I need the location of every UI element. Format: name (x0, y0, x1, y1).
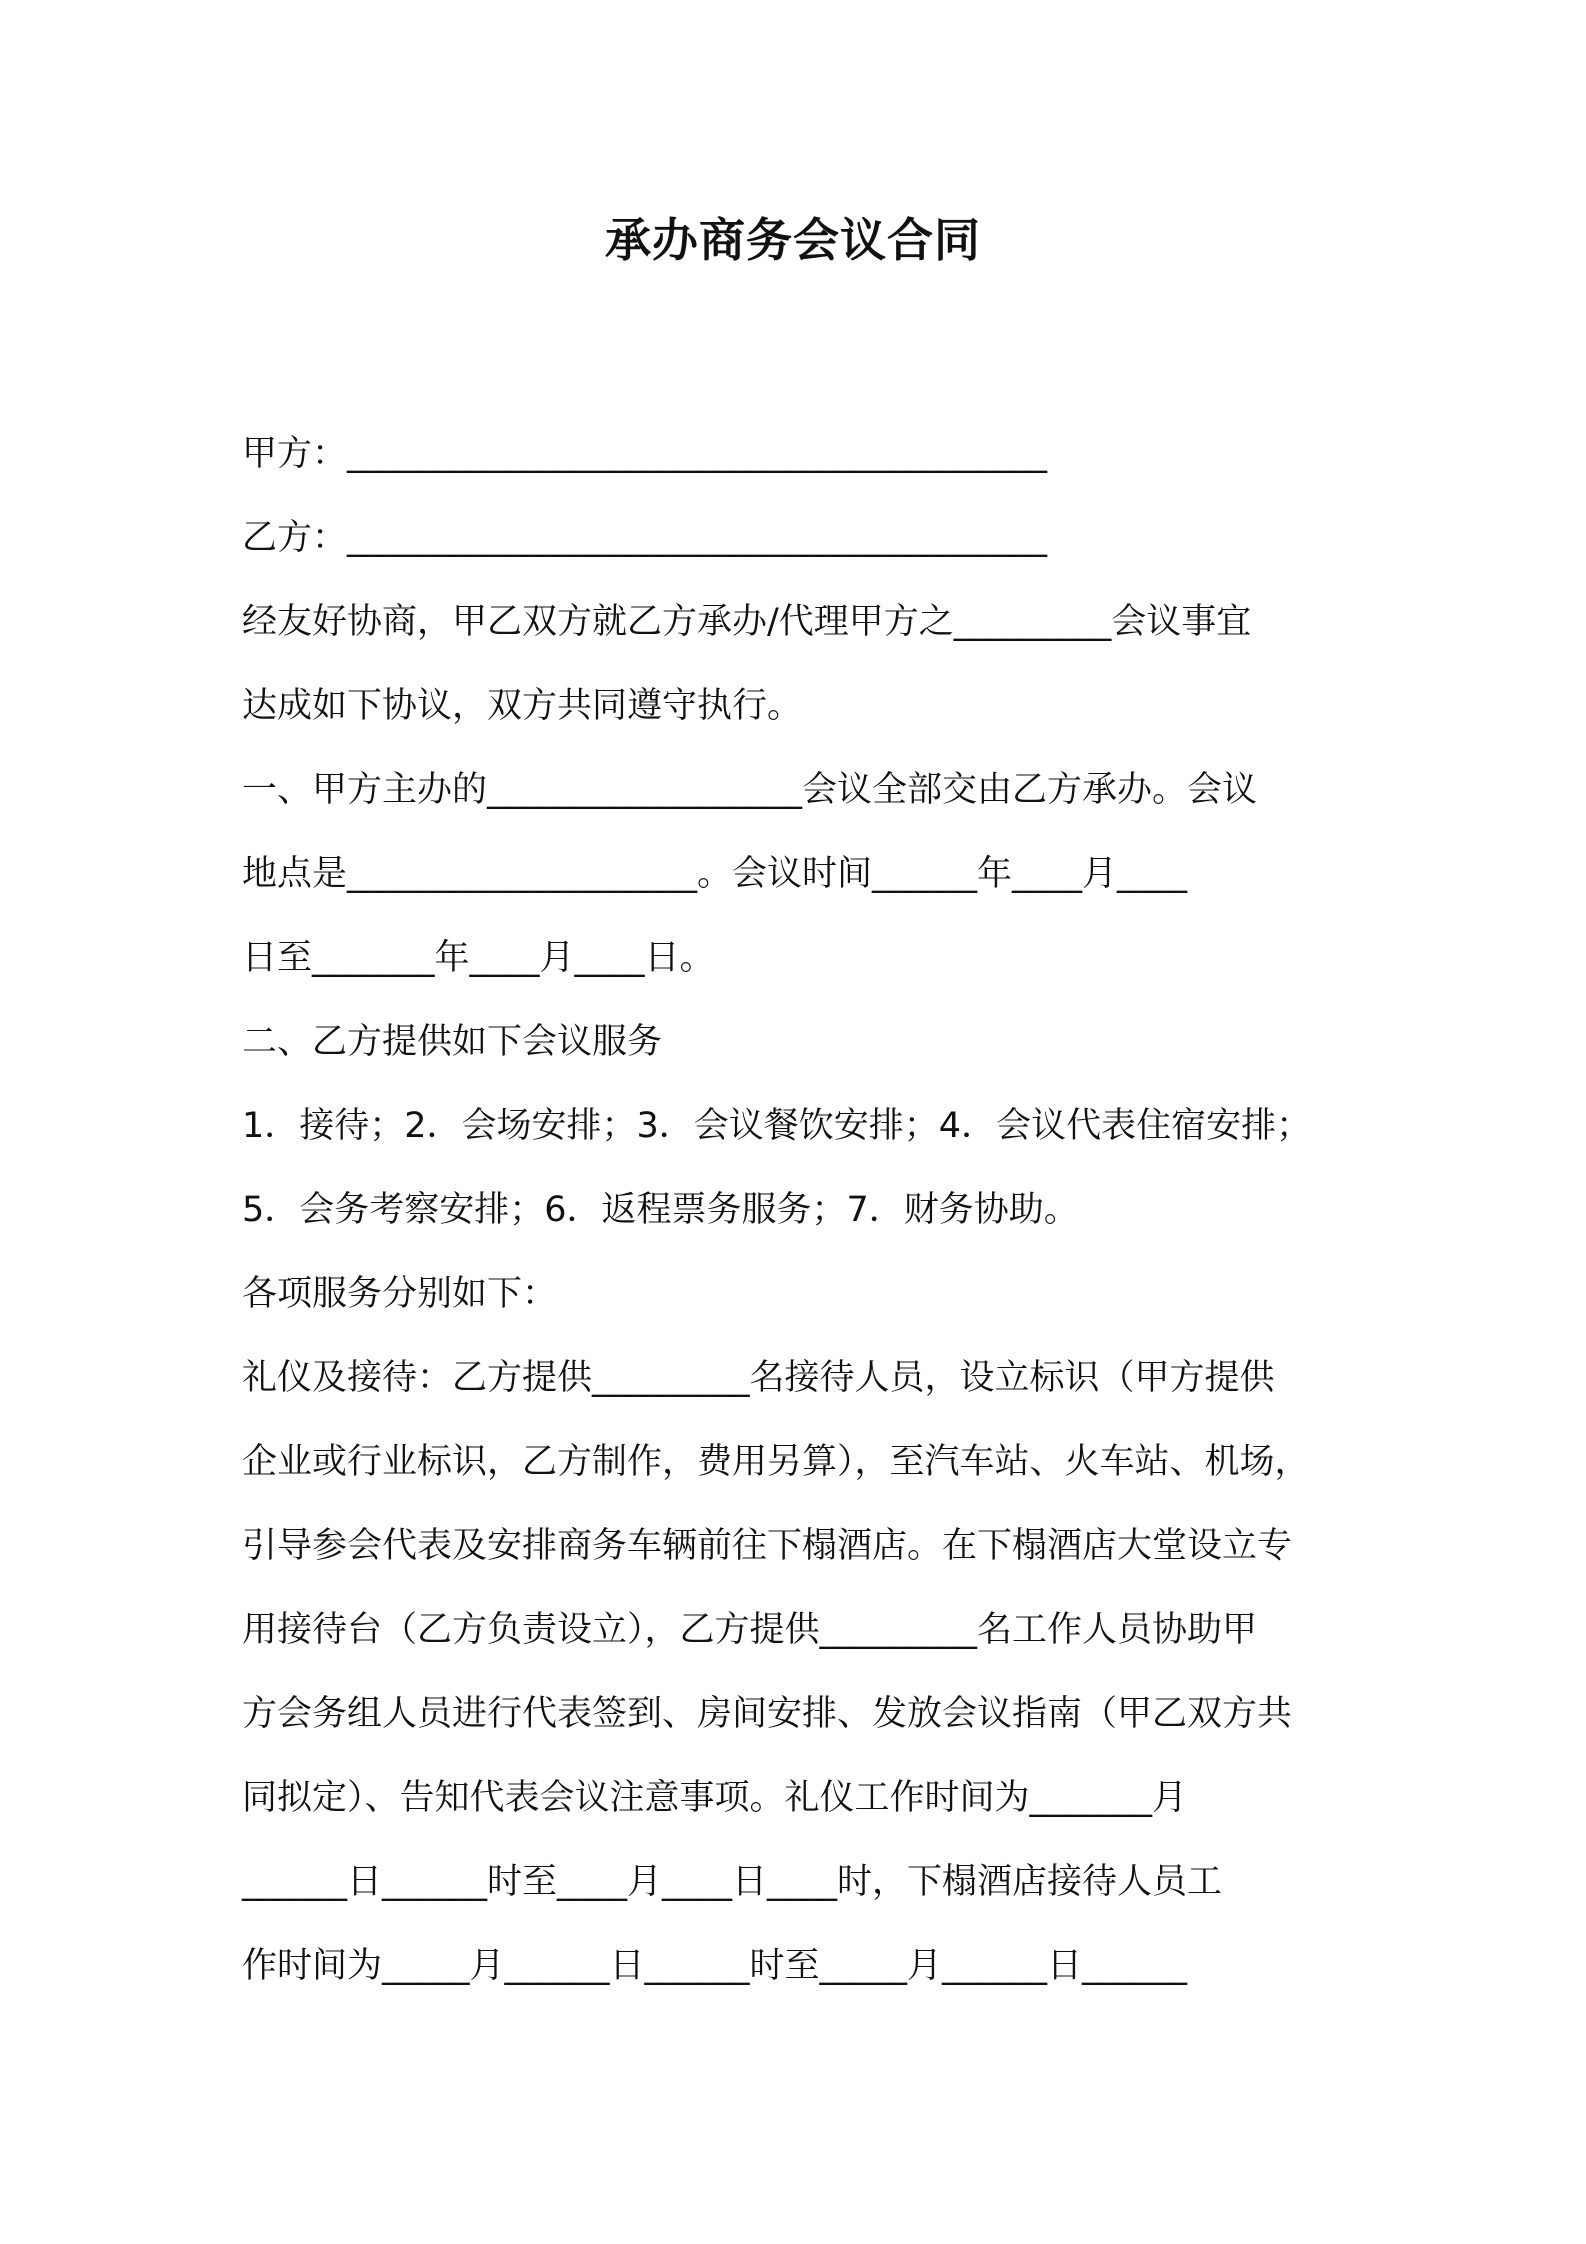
section-1-line-3: 日至_______年____月____日。 (242, 938, 715, 978)
intro-line-1: 经友好协商，甲乙双方就乙方承办/代理甲方之_________会议事宜 (242, 602, 1252, 642)
section-2-heading: 二、乙方提供如下会议服务 (242, 1022, 663, 1062)
services-list-line-2: 5．会务考察安排；6．返程票务服务；7．财务协助。 (242, 1190, 1079, 1230)
party-a-line: 甲方：________________________________________ (242, 434, 1048, 474)
reception-paragraph-line-4: 用接待台（乙方负责设立），乙方提供_________名工作人员协助甲 (242, 1610, 1258, 1650)
section-1-line-1: 一、甲方主办的__________________会议全部交由乙方承办。会议 (242, 770, 1258, 810)
document-title: 承办商务会议合同 (605, 213, 981, 267)
reception-paragraph-line-3: 引导参会代表及安排商务车辆前往下榻酒店。在下榻酒店大堂设立专 (242, 1526, 1293, 1566)
section-1-line-2: 地点是____________________。会议时间______年____月____ (242, 854, 1188, 894)
reception-paragraph-line-7: ______日______时至____月____日____时，下榻酒店接待人员工 (242, 1862, 1223, 1902)
reception-paragraph-line-8: 作时间为_____月______日______时至_____月______日______ (242, 1946, 1188, 1986)
reception-paragraph-line-6: 同拟定）、告知代表会议注意事项。礼仪工作时间为_______月 (242, 1778, 1188, 1818)
reception-paragraph-line-5: 方会务组人员进行代表签到、房间安排、发放会议指南（甲乙双方共 (242, 1694, 1293, 1734)
reception-paragraph-line-1: 礼仪及接待：乙方提供_________名接待人员，设立标识（甲方提供 (242, 1358, 1275, 1398)
reception-paragraph-line-2: 企业或行业标识，乙方制作，费用另算），至汽车站、火车站、机场， (242, 1442, 1310, 1482)
document-body (242, 412, 1372, 2008)
intro-line-2: 达成如下协议，双方共同遵守执行。 (242, 686, 803, 726)
party-b-line: 乙方：________________________________________ (242, 518, 1048, 558)
services-detail-heading: 各项服务分别如下： (242, 1274, 558, 1314)
services-list-line-1: 1．接待；2．会场安排；3．会议餐饮安排；4．会议代表住宿安排； (242, 1106, 1312, 1146)
